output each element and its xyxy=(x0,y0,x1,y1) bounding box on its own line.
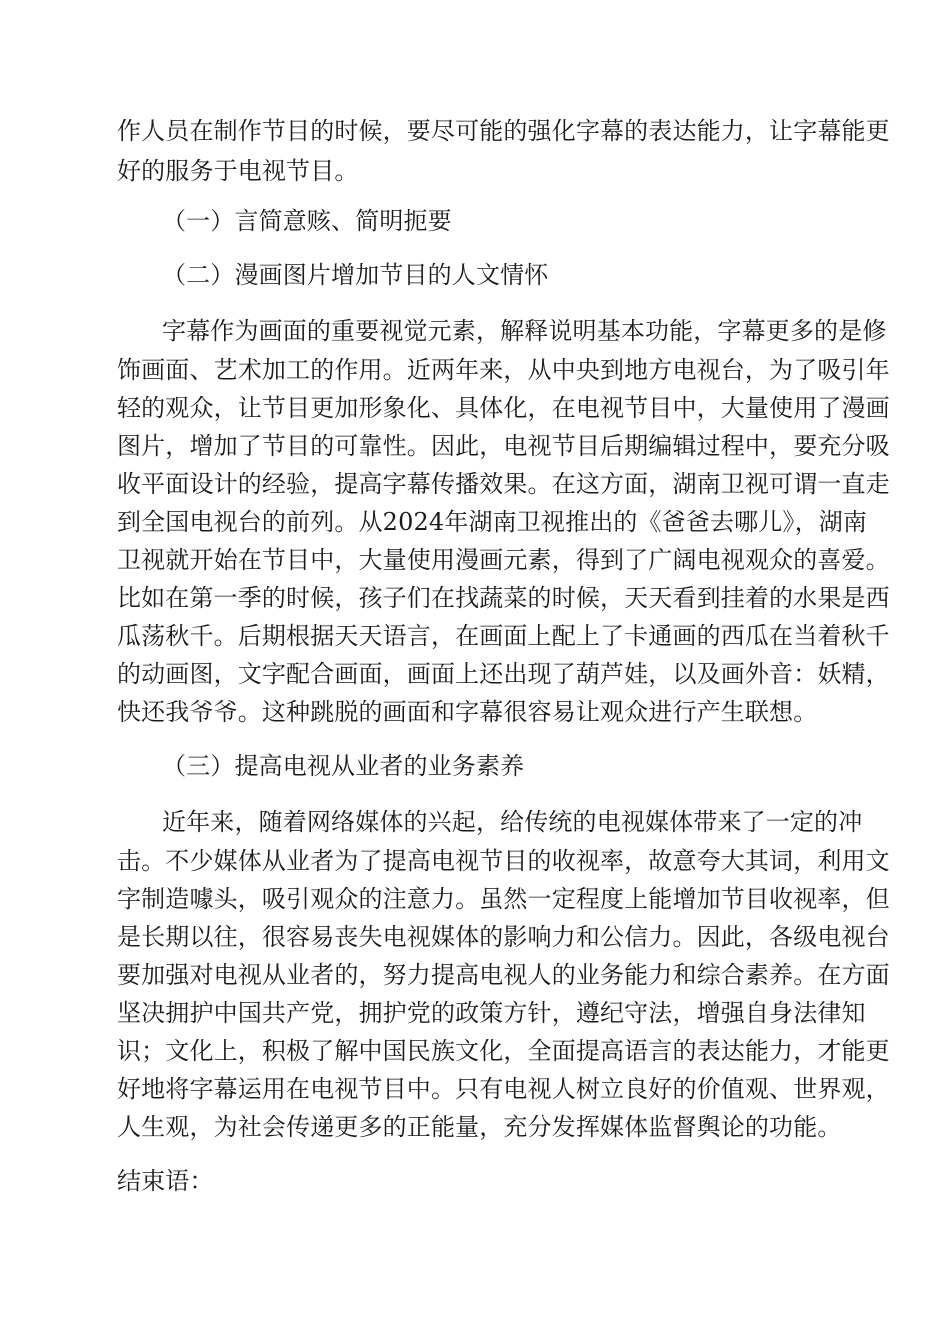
paragraph-2-line-4: 图片，增加了节目的可靠性。因此，电视节目后期编辑过程中，要充分吸 xyxy=(117,432,890,460)
intro-line-2: 好的服务于电视节目。 xyxy=(117,157,359,185)
paragraph-3-line-4: 是长期以往，很容易丧失电视媒体的影响力和公信力。因此，各级电视台 xyxy=(117,923,890,951)
paragraph-2-line-9: 瓜荡秋千。后期根据天天语言，在画面上配上了卡通画的西瓜在当着秋千 xyxy=(117,622,890,650)
paragraph-2-line-5: 收平面设计的经验，提高字幕传播效果。在这方面，湖南卫视可谓一直走 xyxy=(117,470,890,498)
section-heading-1: （一）言简意赅、简明扼要 xyxy=(162,207,452,235)
paragraph-3-line-9: 人生观，为社会传递更多的正能量，充分发挥媒体监督舆论的功能。 xyxy=(117,1113,842,1141)
paragraph-3-line-7: 识；文化上，积极了解中国民族文化，全面提高语言的表达能力，才能更 xyxy=(117,1037,890,1065)
conclusion-heading: 结束语： xyxy=(117,1167,214,1195)
paragraph-2-line-8: 比如在第一季的时候，孩子们在找蔬菜的时候，天天看到挂着的水果是西 xyxy=(117,584,890,612)
paragraph-3-line-6: 坚决拥护中国共产党，拥护党的政策方针，遵纪守法，增强自身法律知 xyxy=(117,999,866,1027)
paragraph-3-line-1: 近年来，随着网络媒体的兴起，给传统的电视媒体带来了一定的冲 xyxy=(162,808,863,836)
paragraph-3-line-8: 好地将字幕运用在电视节目中。只有电视人树立良好的价值观、世界观， xyxy=(117,1075,890,1103)
section-heading-2: （二）漫画图片增加节目的人文情怀 xyxy=(162,261,549,289)
paragraph-2-line-2: 饰画面、艺术加工的作用。近两年来，从中央到地方电视台，为了吸引年 xyxy=(117,356,890,384)
paragraph-2-line-10: 的动画图，文字配合画面，画面上还出现了葫芦娃，以及画外音：妖精， xyxy=(117,660,890,688)
paragraph-2-line-1: 字幕作为画面的重要视觉元素，解释说明基本功能，字幕更多的是修 xyxy=(162,317,887,345)
section-heading-3: （三）提高电视从业者的业务素养 xyxy=(162,752,525,780)
paragraph-2-line-6: 到全国电视台的前列。从2024年湖南卫视推出的《爸爸去哪儿》，湖南 xyxy=(117,508,868,536)
paragraph-3-line-2: 击。不少媒体从业者为了提高电视节目的收视率，故意夸大其词，利用文 xyxy=(117,847,890,875)
paragraph-3-line-3: 字制造噱头，吸引观众的注意力。虽然一定程度上能增加节目收视率，但 xyxy=(117,885,890,913)
paragraph-2-line-7: 卫视就开始在节目中，大量使用漫画元素，得到了广阔电视观众的喜爱。 xyxy=(117,546,890,574)
intro-line-1: 作人员在制作节目的时候，要尽可能的强化字幕的表达能力，让字幕能更 xyxy=(117,117,890,145)
paragraph-2-line-3: 轻的观众，让节目更加形象化、具体化，在电视节目中，大量使用了漫画 xyxy=(117,394,890,422)
paragraph-2-line-11: 快还我爷爷。这种跳脱的画面和字幕很容易让观众进行产生联想。 xyxy=(117,698,818,726)
paragraph-3-line-5: 要加强对电视从业者的，努力提高电视人的业务能力和综合素养。在方面 xyxy=(117,961,890,989)
